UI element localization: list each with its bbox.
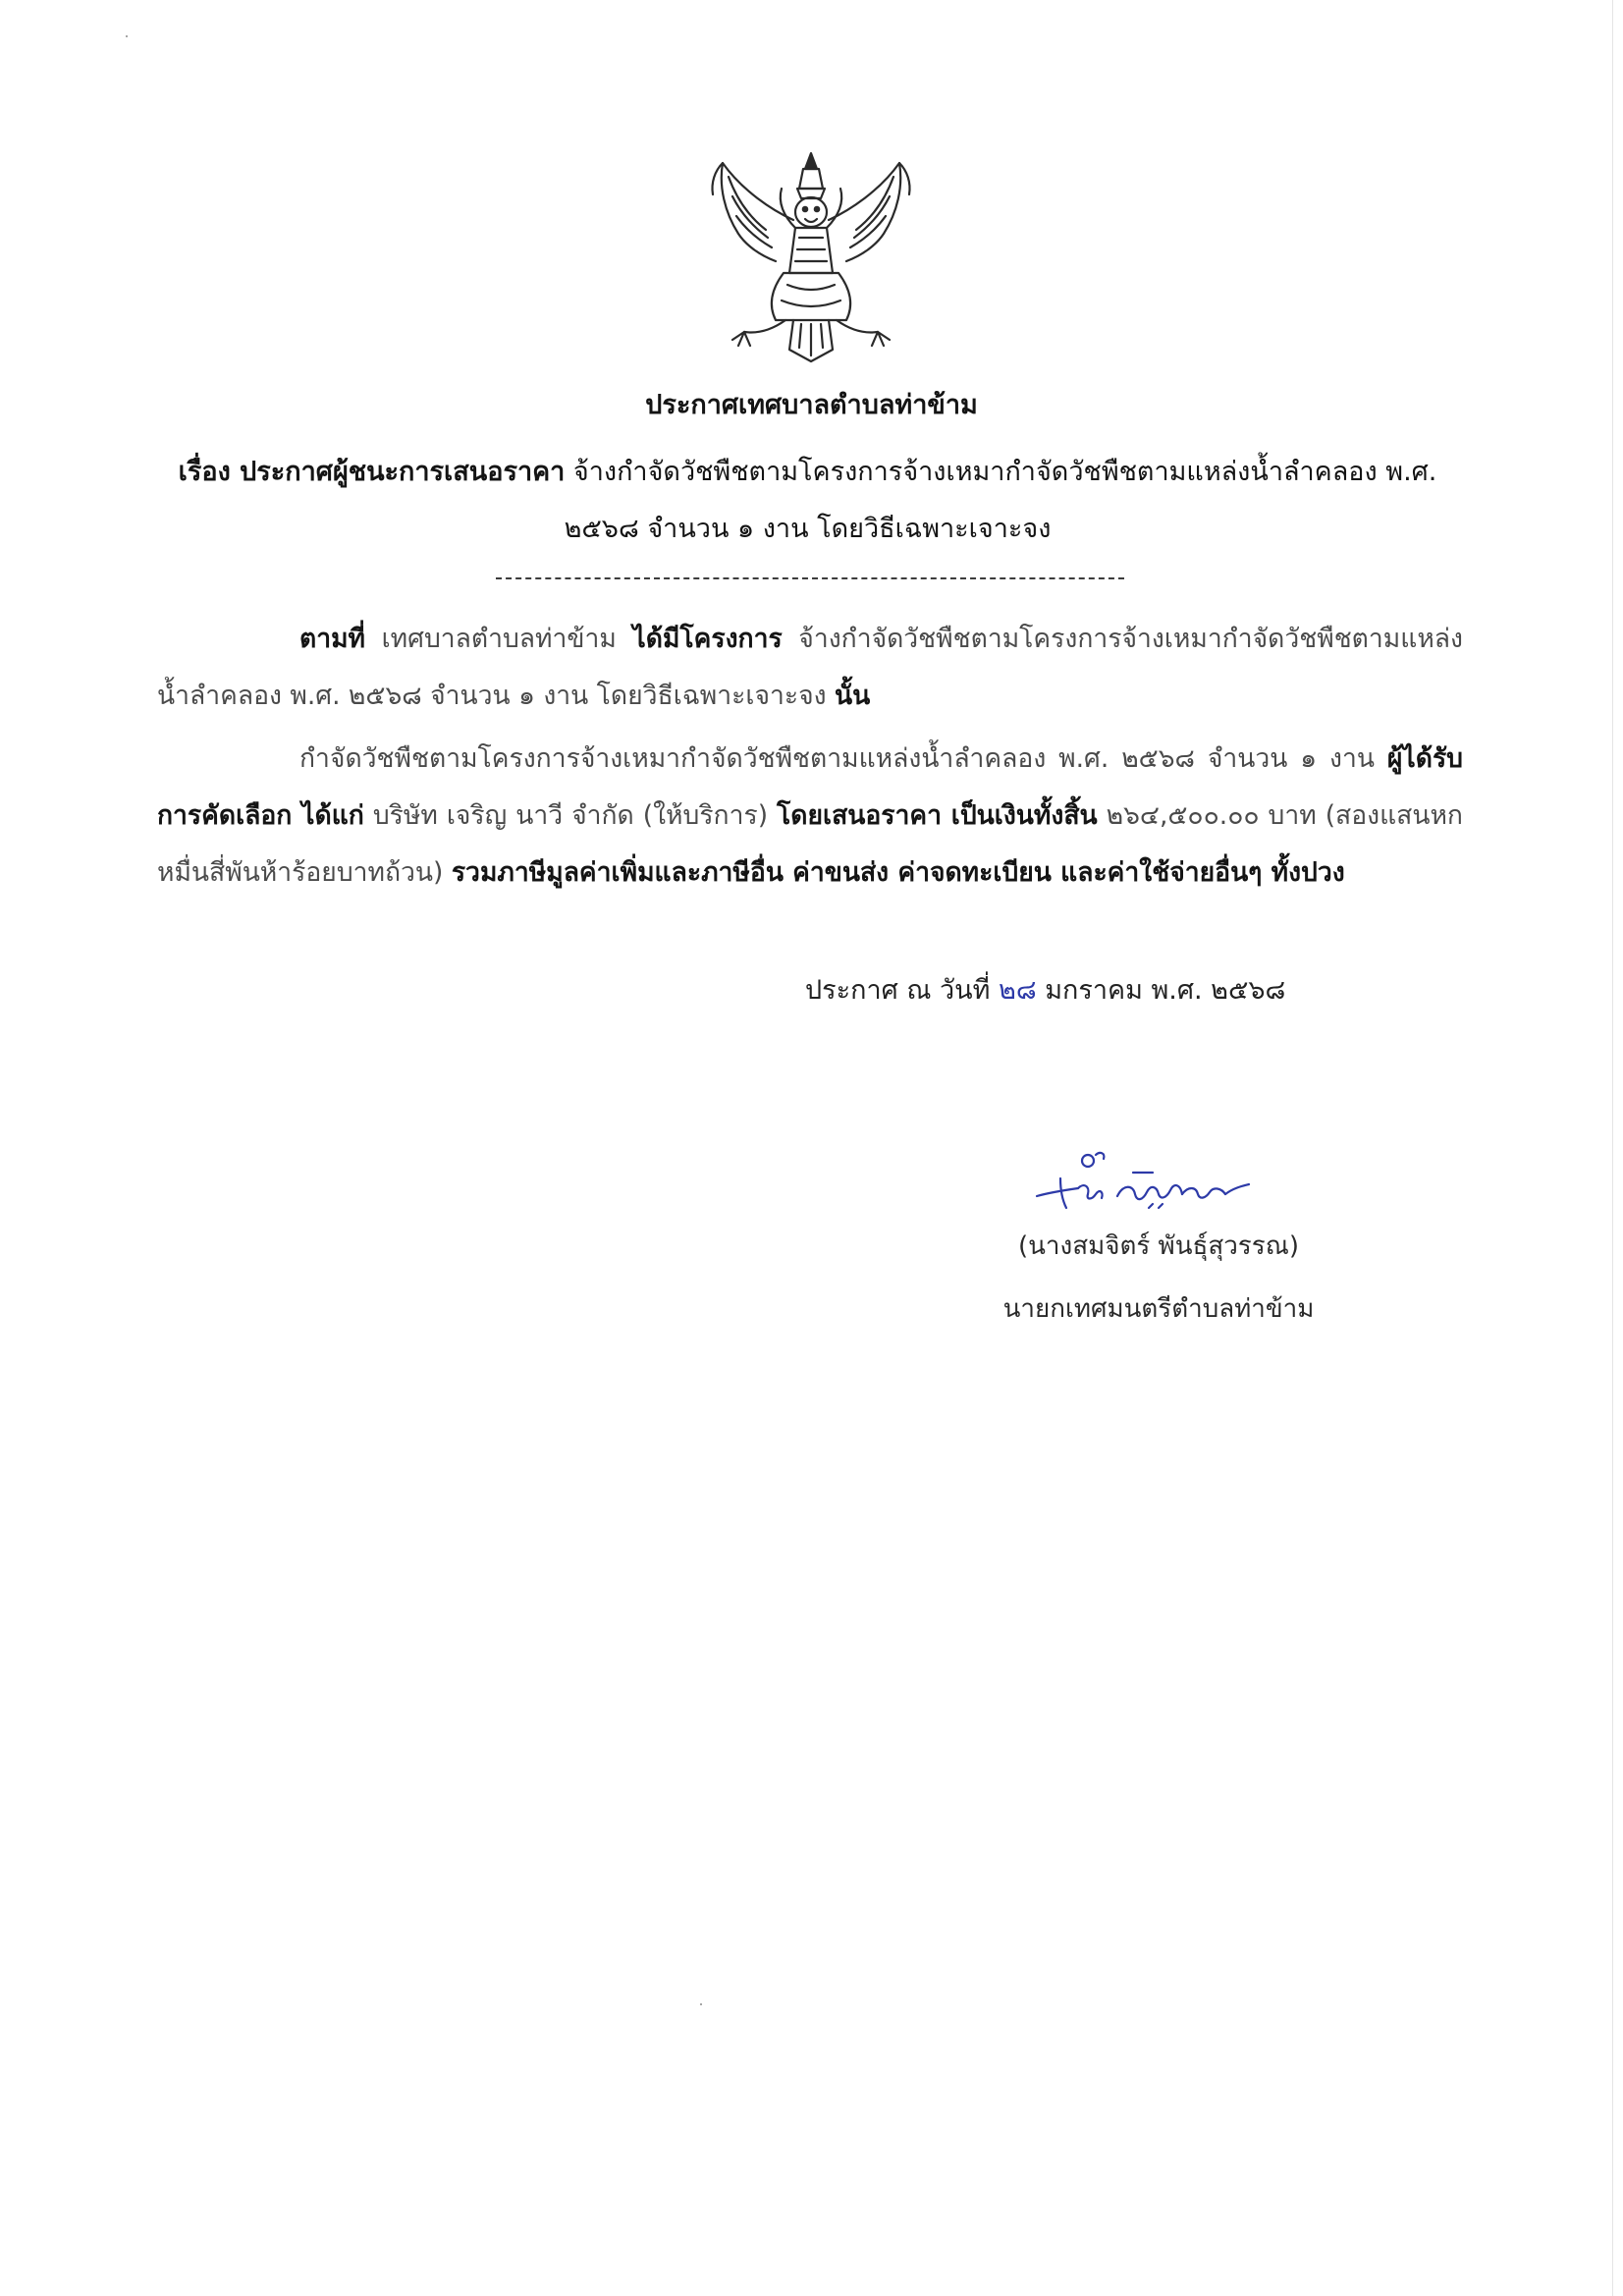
- p1-lead: ตามที่: [299, 624, 366, 654]
- p2-price-label: โดยเสนอราคา เป็นเงินทั้งสิ้น: [777, 800, 1098, 831]
- announcement-org-title: ประกาศเทศบาลตำบลท่าข้าม: [645, 390, 978, 420]
- p1-closing: นั้น: [835, 681, 871, 711]
- signatory-name: (นางสมจิตร์ พันธุ์สุวรรณ): [1017, 1231, 1299, 1261]
- announcement-subject: [147, 444, 1468, 558]
- p2-inclusions: รวมภาษีมูลค่าเพิ่มและภาษีอื่น ค่าขนส่ง ค่าจดทะเบียน และค่าใช้จ่ายอื่นๆ ทั้งปวง: [451, 857, 1345, 888]
- date-prefix: ประกาศ ณ วันที่: [805, 975, 991, 1006]
- p1-project-text: จ้างกำจัดวัชพืชตามโครงการจ้างเหมากำจัดวัชพืชตามแหล่งน้ำลำคลอง พ.ศ. ๒๕๖๘ จำนวน ๑ งาน โดยวิธีเฉพาะเจาะจง: [157, 624, 1463, 711]
- p2-project: กำจัดวัชพืชตามโครงการจ้างเหมากำจัดวัชพืชตามแหล่งน้ำลำคลอง พ.ศ. ๒๕๖๘ จำนวน ๑ งาน: [299, 743, 1375, 774]
- page-edge-line: [1612, 0, 1613, 2296]
- garuda-emblem-icon: [703, 147, 919, 365]
- date-month-year: มกราคม พ.ศ. ๒๕๖๘: [1045, 975, 1286, 1006]
- p2-winner-name: บริษัท เจริญ นาวี จำกัด (ให้บริการ): [372, 800, 769, 831]
- handwritten-signature: [1031, 1139, 1267, 1218]
- subject-label: เรื่อง ประกาศผู้ชนะการเสนอราคา: [178, 457, 566, 487]
- signatory-position: นายกเทศมนตรีตำบลท่าข้าม: [1002, 1294, 1315, 1324]
- paragraph-winner: [157, 731, 1463, 902]
- p1-project-label: ได้มีโครงการ: [632, 624, 783, 654]
- subject-text: จ้างกำจัดวัชพืชตามโครงการจ้างเหมากำจัดวัชพืชตามแหล่งน้ำลำคลอง พ.ศ. ๒๕๖๘ จำนวน ๑ งาน โดยวิธีเฉพาะเจาะจง: [564, 457, 1437, 544]
- date-day: ๒๘: [999, 975, 1037, 1006]
- p1-org: เทศบาลตำบลท่าข้าม: [381, 624, 617, 654]
- scan-speck: [126, 35, 128, 37]
- p2-winner-label: ผู้ได้รับการคัดเลือก ได้แก่: [157, 743, 1463, 831]
- p2-price-value: ๒๖๔,๕๐๐.๐๐ บาท (สองแสนหกหมื่นสี่พันห้าร้อยบาทถ้วน): [157, 800, 1463, 888]
- dashed-separator: [496, 577, 1124, 579]
- scan-speck: [700, 2003, 702, 2005]
- announcement-date: [805, 968, 1285, 1011]
- paragraph-project-reference: [157, 611, 1463, 725]
